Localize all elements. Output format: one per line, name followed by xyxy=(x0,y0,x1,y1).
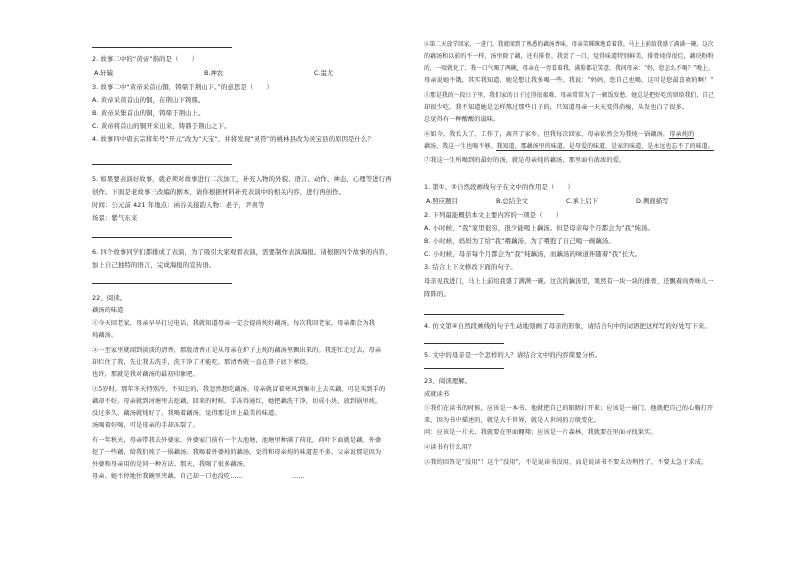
question-5-line-4: 场景：紫气东来 xyxy=(92,214,138,222)
passage-para-6-cont xyxy=(424,143,714,151)
rq1-option-d: D.侧面描写 xyxy=(636,197,669,205)
question-5-line-3: 时间：公元前 421 年地点：函谷关接韵人物：老子，尹喜等 xyxy=(92,201,265,209)
reading-para-1-cont: 问：应该是一片天，我就要在里面翱翔；应该是一片森林，我就要在里面寻找果实。 xyxy=(424,429,657,436)
q3-option-b: B. 黄帝采集首山的铜，铸鼎于荆山上。 xyxy=(92,109,205,117)
question-3: 3. 故事二中“黄帝采首山铜，铸鼎于荆山下。”的意思是（ ） xyxy=(92,83,273,91)
passage-para-6 xyxy=(424,131,694,139)
reading-para-1-cont: 来，因为书中描述的，就是大千世界，就是人世间的万般变化。 xyxy=(424,417,601,424)
reading-question-1: 1. 第①、②自然段画线句子在文中的作用是（ ） xyxy=(424,183,574,191)
passage-para-4b-cont: 的，一咬就化了。我一口气喝了两碗，母亲在一旁看着我，满脸都是笑意。我问母亲：“妈，您怎么不喝？”晚上， xyxy=(424,65,714,72)
passage-para-1: ①今天回老家，母亲早早打过电话，我就知道母亲一定会提前炖好藕汤。每次我回老家，母亲都会为我 xyxy=(92,320,375,327)
passage-title: 藕汤的味道 xyxy=(92,307,124,314)
q2-option-a: A.轩辕 xyxy=(94,69,114,77)
rq1-option-c: C.承上启下 xyxy=(566,197,599,205)
answer-line xyxy=(424,314,564,315)
rq1-option-b: B.总结全文 xyxy=(496,197,528,205)
rq1-option-a: A.照应题目 xyxy=(426,197,458,205)
reading-title: 成就读书 xyxy=(424,391,450,398)
passage-para-4: 有一年秋天，母亲带我去外婆家。外婆家门前有一个大池塘，池塘里种满了荷花，荷叶下面就是藕。外婆 xyxy=(92,437,382,444)
reading-para-1: ①我们在读书的时候，应该是一本书、他就把自己的眼睛打开来；应该是一扇门、他就把自己的心胸打开 xyxy=(424,405,714,412)
right-column xyxy=(424,0,714,562)
question-22: 22、阅读。 xyxy=(92,294,127,302)
passage-para-2: ②一至家里就闻到淡淡的清香，那股清香正是从母亲在炉子上炖的藕汤里飘出来的。我连忙走过去，母亲 xyxy=(92,347,382,354)
question-23: 23、阅读理解。 xyxy=(424,377,472,385)
answer-line xyxy=(92,283,232,284)
rq2-option-a: A. 小时候，“我”家里很穷，很少能喝上藕汤。但是母亲每个月都会为“我”炖汤。 xyxy=(424,224,654,232)
passage-para-2-cont: 也许，那就是我对藕汤的最初印象吧。 xyxy=(92,371,199,378)
question-2: 2. 故事二中的“黄帝”指的是（ ） xyxy=(92,55,199,63)
rq3-sentence-cont: 阵阵的。 xyxy=(424,290,450,298)
underlined-sentence: 我知道，那藕汤里的味道，是母爱的味道，是家的味道，是永远也忘不了的味道。 xyxy=(496,143,714,150)
passage-para-3-cont: 藕却不好。母亲就到河塘里去挖藕，回来的时候，手冻得通红，她把藕洗干净，切成小块，放到锅里炖。 xyxy=(92,398,382,405)
question-5-line-1: 5. 如果要表演好故事，就必须对故事进行二次加工，补充人物的外貌、语言、动作、神态、心理等进行再 xyxy=(92,175,392,183)
para-6-text: ⑥如今，我长大了，工作了，离开了家乡。但我每次回家，母亲依然会为我炖一锅藕汤， xyxy=(424,131,670,138)
rq2-option-c: C. 小时候，母亲每个月都会为“我”炖藕汤，而藕汤的味道伴随着“我”长大。 xyxy=(424,250,642,258)
answer-line xyxy=(92,164,232,165)
continuation-mark: …… xyxy=(292,473,305,480)
passage-para-4b: ④第二天放学回家，一进门，我就闻到了熟悉的藕汤香味，母亲笑眯眯地看着我。马上上前给我盛了满满一碗。这次 xyxy=(424,41,714,48)
passage-para-7: ⑦我这一生所喝到的最好的汤，就是母亲炖的藕汤，那里面有浓浓的爱。 xyxy=(424,157,626,164)
passage-para-3: ③5岁时，那年冬天特别冷，不知怎的，我忽然想吃藕汤。母亲就冒着寒风到集市上去买藕，可是买到手的 xyxy=(92,386,386,393)
q3-option-a: A. 黄帝采黄首山的铜，在荆山下铸鼎。 xyxy=(92,96,205,104)
underlined-sentence: 母亲炖的 xyxy=(669,131,695,138)
answer-line xyxy=(92,47,232,48)
passage-para-4-cont: 挖了一些藕，给我们炖了一锅藕汤。我喝着外婆炖的藕汤，觉得和母亲炖的味道差不多。父亲说那是因为 xyxy=(92,449,382,456)
reading-question-2: 2. 下列最能概括本文主要内容的一项是（ ） xyxy=(424,211,563,219)
passage-para-5-cont: 总觉得有一种酸酸的滋味。 xyxy=(424,116,500,123)
passage-para-3-cont: 汤喝着好喝，可是母亲的手却冻裂了。 xyxy=(92,422,199,429)
left-column xyxy=(92,0,392,562)
passage-para-4b-cont: 母亲说她不饿，其实我知道，她是想让我多喝一些。我说：“妈妈，您自己也喝，这可是您最喜欢的啊！” xyxy=(424,77,714,84)
question-5-line-2: 创作。下面是老故事三改编的剧本，请你根据材料补充表演中的相关内容，进行再创作。 xyxy=(92,188,346,196)
reading-question-3: 3. 结合上下文修改下面的句子。 xyxy=(424,263,517,271)
answer-line xyxy=(92,237,232,238)
rq2-option-b: B. 小时候，妈妈为了给“我”喂藕汤，为了喂饱了自己喝一碗藕汤。 xyxy=(424,237,615,245)
q2-option-c: C.蚩尤 xyxy=(314,69,334,77)
reading-para-2: ②读书有什么用？ xyxy=(424,444,475,451)
para-6-text: 藕汤，我这一生也喝不够。 xyxy=(424,143,497,150)
answer-line xyxy=(424,368,504,369)
question-6-line-2: 加上自己独特的语言，完成海报的宣传语。 xyxy=(92,261,216,269)
reading-question-4: 4. 仿文第④自然段画线的句子生动地刻画了母亲的形象，请结合句中的词语把这样写的好处写下来。 xyxy=(424,322,711,330)
question-6-line-1: 6. 四个故事同学们都排成了表演，为了吸引大家观看表演，需要制作表演海报。请根据四个故事的内容， xyxy=(92,248,392,256)
reading-question-5: 5. 文中的母亲是一个怎样的人？请结合文中的内容简要分析。 xyxy=(424,351,602,359)
passage-para-4b-cont: 的藕汤和以前的不一样，汤里除了藕，还有排骨。我尝了一口，觉得味道特别鲜美，排骨炖得很烂，藕块粉粉 xyxy=(424,53,714,60)
passage-para-4-cont: 母亲。她不停地往我碗里夹藕，自己却一口也没吃…… xyxy=(92,473,243,480)
rq3-sentence: 母亲见我进门，马上上前给我盛了满满一碗。这次的藕汤里，果然有一块一块的排骨，还飘着肉香味儿一 xyxy=(424,277,714,285)
question-4: 4. 故事四中唐玄宗将年号“开元”改为“天宝”，并将发现“灵符”的桃林县改为灵宝县的原因是什么？ xyxy=(92,135,375,143)
passage-para-1-cont: 炖藕汤。 xyxy=(92,332,118,339)
passage-para-2-cont: 却拦住了我，先让我去洗手，洗干净了才能吃。那清香就一直在鼻子底下萦绕。 xyxy=(92,359,313,366)
passage-para-3-cont: 没过多久，藕汤就炖好了。我喝着藕汤，觉得那是世上最美的味道。 xyxy=(92,410,281,417)
passage-para-4-cont: 外婆和母亲用的是同一种方法。那天，我喝了很多藕汤。 xyxy=(92,461,250,468)
answer-line xyxy=(424,343,504,344)
q3-option-c: C. 黄帝将首山的铜开采出来，铸鼎于荆山之下。 xyxy=(92,122,231,130)
passage-para-5-cont: 却很少吃。我不知道她是怎样熬过那些日子的，只知道母亲一天天变得消瘦，头发也白了很多。 xyxy=(424,104,689,111)
reading-para-3: ③我的回答是“没用”！这个“没用”，不是说读书没用，而是说读书不要太功利性了，不要太急于求成。 xyxy=(424,459,708,466)
passage-para-5: ⑤那是我的一段日子里，我们家的日子过得很艰难，母亲常常为了一顿饭发愁。她总是把好吃的留给我们，自己 xyxy=(424,92,715,99)
q2-option-b: B.神农 xyxy=(204,69,224,77)
